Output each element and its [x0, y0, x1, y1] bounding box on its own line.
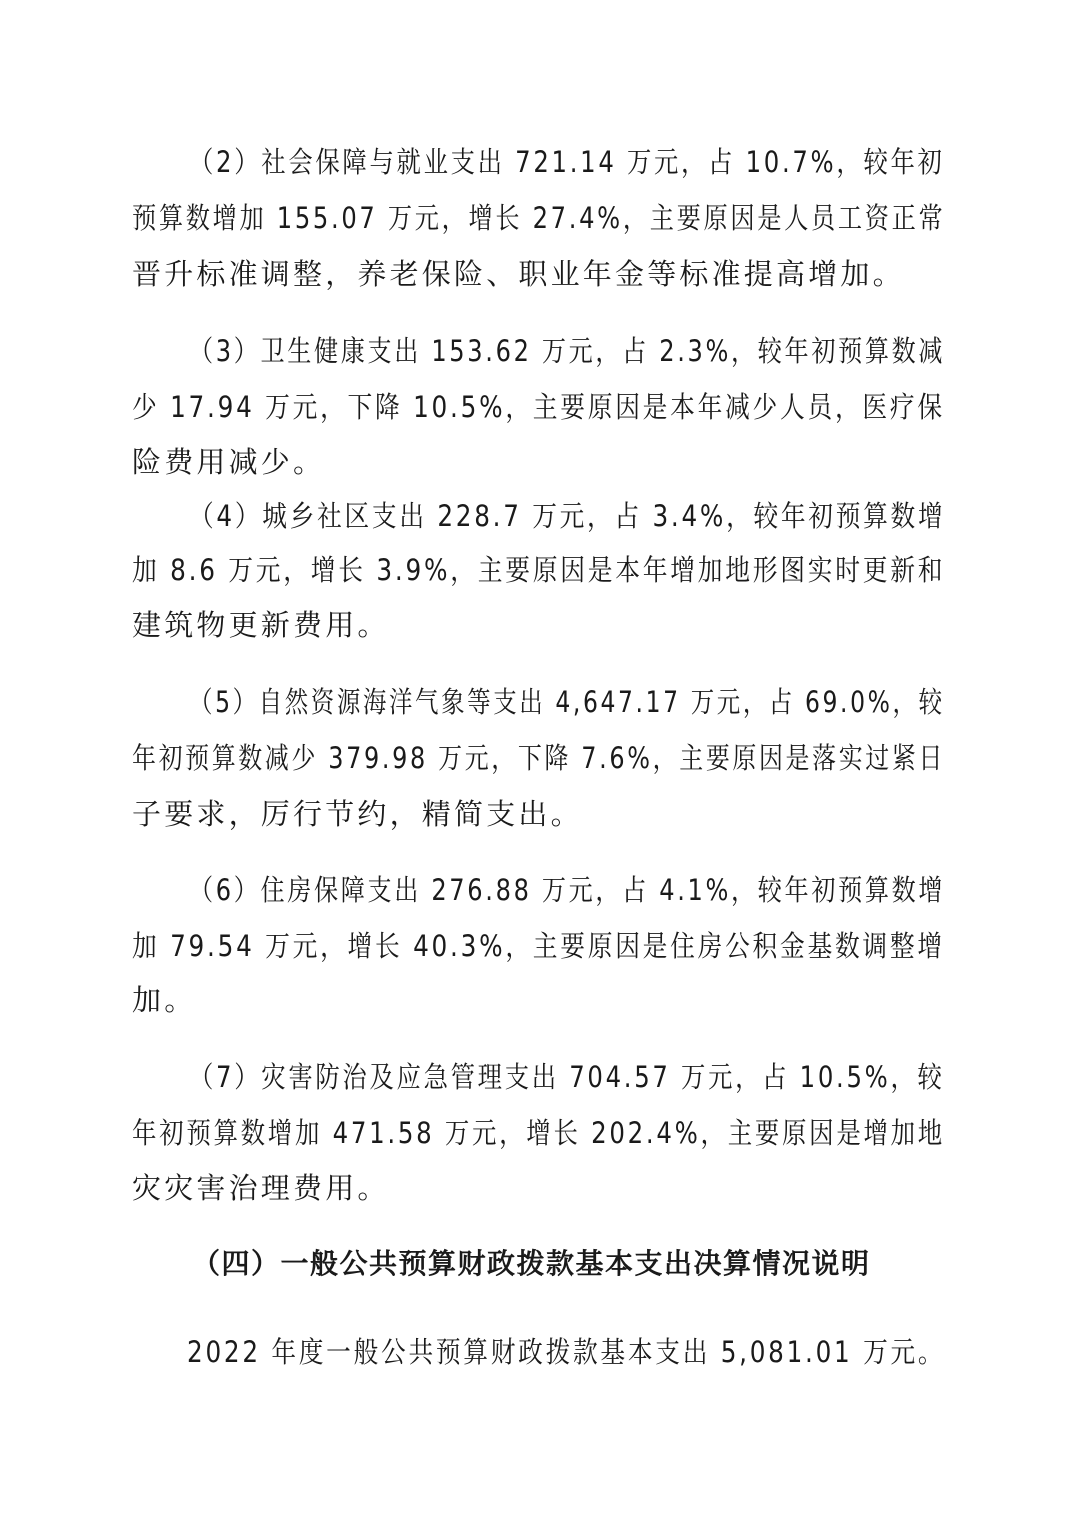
paragraph-line: （7）灾害防治及应急管理支出 704.57 万元，占 10.5%，较 — [189, 1060, 945, 1094]
paragraph-line: 险费用减少。 — [132, 445, 326, 479]
paragraph-line: 预算数增加 155.07 万元，增长 27.4%，主要原因是人员工资正常 — [132, 201, 946, 235]
paragraph-line: （6）住房保障支出 276.88 万元，占 4.1%，较年初预算数增 — [189, 873, 946, 907]
paragraph-line: 灾灾害治理费用。 — [132, 1171, 390, 1205]
paragraph-line: 加 8.6 万元，增长 3.9%，主要原因是本年增加地形图实时更新和 — [132, 553, 946, 587]
paragraph-line: 子要求，厉行节约，精简支出。 — [132, 797, 583, 831]
paragraph-line: 加。 — [132, 983, 197, 1017]
paragraph-line: 晋升标准调整，养老保险、职业年金等标准提高增加。 — [132, 257, 905, 291]
paragraph-line: 加 79.54 万元，增长 40.3%，主要原因是住房公积金基数调整增 — [132, 929, 945, 963]
closing-sentence: 2022 年度一般公共预算财政拨款基本支出 5,081.01 万元。 — [187, 1335, 946, 1369]
paragraph-line: 建筑物更新费用。 — [132, 608, 390, 642]
paragraph-line: （5）自然资源海洋气象等支出 4,647.17 万元，占 69.0%，较 — [189, 685, 945, 719]
paragraph-line: （2）社会保障与就业支出 721.14 万元，占 10.7%，较年初 — [189, 145, 945, 179]
section-heading: （四）一般公共预算财政拨款基本支出决算情况说明 — [192, 1247, 871, 1280]
paragraph-line: 少 17.94 万元，下降 10.5%，主要原因是本年减少人员，医疗保 — [132, 390, 945, 424]
paragraph-line: （4）城乡社区支出 228.7 万元，占 3.4%，较年初预算数增 — [189, 499, 946, 533]
paragraph-line: 年初预算数减少 379.98 万元，下降 7.6%，主要原因是落实过紧日 — [132, 741, 946, 775]
paragraph-line: 年初预算数增加 471.58 万元，增长 202.4%，主要原因是增加地 — [132, 1116, 945, 1150]
paragraph-line: （3）卫生健康支出 153.62 万元，占 2.3%，较年初预算数减 — [189, 334, 946, 368]
